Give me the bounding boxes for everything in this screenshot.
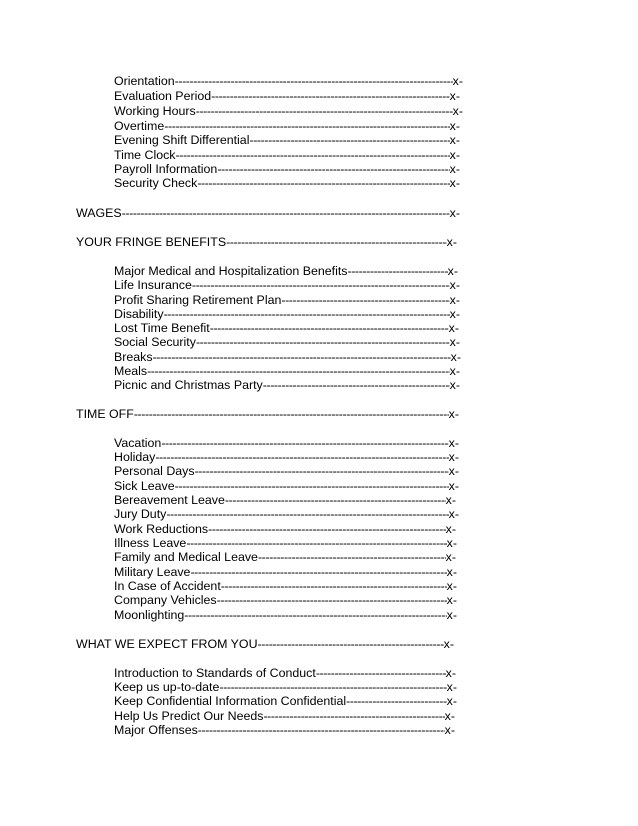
dot-leader [258, 637, 444, 652]
dot-leader [210, 321, 449, 336]
toc-entry-label: Family and Medical Leave [114, 550, 258, 564]
toc-heading-label: WAGES [76, 206, 122, 220]
dot-leader [217, 593, 447, 608]
toc-entry-label: Orientation [114, 74, 175, 88]
toc-entry-label: Keep us up-to-date [114, 680, 220, 694]
dot-leader [155, 450, 448, 465]
dot-leader [263, 378, 450, 393]
toc-page-marker: x- [449, 206, 460, 220]
dot-leader [316, 666, 446, 681]
toc-page-marker: x- [446, 536, 457, 550]
toc-page-marker: x- [443, 637, 454, 651]
toc-entry-label: Illness Leave [114, 536, 187, 550]
toc-entry-label: Jury Duty [114, 507, 167, 521]
dot-leader [147, 364, 450, 379]
toc-entry-label: Vacation [114, 436, 162, 450]
toc-entry-label: Evaluation Period [114, 89, 212, 103]
toc-entry-label: Social Security [114, 335, 196, 349]
toc-entry-label: Company Vehicles [114, 593, 217, 607]
dot-leader [192, 278, 450, 293]
dot-leader [221, 579, 447, 594]
dot-leader [225, 493, 446, 508]
toc-page-marker: x- [446, 694, 457, 708]
toc-entry-overtime [114, 119, 460, 134]
toc-page-marker: x- [444, 723, 455, 737]
toc-page-marker: x- [445, 666, 456, 680]
toc-entry-bereavement-leave [114, 493, 456, 508]
toc-entry-label: Picnic and Christmas Party [114, 378, 263, 392]
toc-page-marker: x- [445, 493, 456, 507]
dot-leader [249, 133, 449, 148]
toc-entry-label: Breaks [114, 350, 153, 364]
toc-page-marker: x- [448, 507, 459, 521]
toc-page-marker: x- [449, 335, 460, 349]
toc-entry-evaluation-period [114, 89, 460, 104]
toc-entry-life-insurance [114, 278, 460, 293]
toc-page-marker: x- [450, 350, 461, 364]
toc-entry-help-us-predict [114, 709, 455, 724]
toc-heading-what-we-expect [76, 637, 454, 652]
toc-page-marker: x- [445, 550, 456, 564]
toc-heading-fringe-benefits [76, 235, 457, 250]
toc-heading-label: YOUR FRINGE BENEFITS [76, 235, 227, 249]
toc-page-marker: x- [449, 89, 460, 103]
toc-heading-label: TIME OFF [76, 407, 134, 421]
dot-leader [263, 709, 444, 724]
toc-entry-label: Work Reductions [114, 522, 209, 536]
toc-entry-label: Bereavement Leave [114, 493, 225, 507]
toc-page-marker: x- [446, 235, 457, 249]
toc-page-marker: x- [452, 104, 463, 118]
toc-page-marker: x- [448, 464, 459, 478]
toc-heading-wages [76, 206, 460, 221]
dot-leader [208, 522, 446, 537]
toc-page-marker: x- [446, 608, 457, 622]
toc-entry-picnic-christmas [114, 378, 460, 393]
dot-leader [176, 148, 450, 163]
toc-page-marker: x- [448, 450, 459, 464]
toc-entry-label: Evening Shift Differential [114, 133, 250, 147]
toc-page-marker: x- [448, 436, 459, 450]
dot-leader [164, 119, 449, 134]
toc-entry-label: Holiday [114, 450, 156, 464]
toc-entry-time-clock [114, 148, 460, 163]
toc-page-marker: x- [446, 565, 457, 579]
toc-page-marker: x- [449, 133, 460, 147]
toc-entry-keep-us-up-to-date [114, 680, 457, 695]
dot-leader [166, 507, 448, 522]
dot-leader [198, 723, 445, 738]
toc-entry-orientation [114, 74, 463, 89]
toc-entry-payroll-information [114, 162, 460, 177]
toc-page-marker: x- [449, 307, 460, 321]
toc-page-marker: x- [449, 162, 460, 176]
dot-leader [186, 536, 446, 551]
toc-page-marker: x- [446, 579, 457, 593]
toc-entry-breaks [114, 350, 461, 365]
toc-entry-label: Keep Confidential Information Confidential [114, 694, 347, 708]
toc-heading-label: WHAT WE EXPECT FROM YOU [76, 637, 258, 651]
toc-entry-standards-of-conduct [114, 666, 456, 681]
toc-entry-label: Overtime [114, 119, 165, 133]
dot-leader [281, 293, 449, 308]
toc-entry-lost-time-benefit [114, 321, 459, 336]
toc-entry-label: Help Us Predict Our Needs [114, 709, 264, 723]
toc-page-marker: x- [449, 364, 460, 378]
toc-page-marker: x- [449, 293, 460, 307]
toc-entry-label: Moonlighting [114, 608, 185, 622]
toc-entry-label: Major Offenses [114, 723, 198, 737]
dot-leader [122, 206, 450, 221]
dot-leader [175, 479, 449, 494]
toc-entry-in-case-of-accident [114, 579, 457, 594]
toc-entry-major-offenses [114, 723, 455, 738]
toc-entry-label: Disability [114, 307, 164, 321]
toc-entry-family-medical-leave [114, 550, 456, 565]
toc-page-marker: x- [444, 709, 455, 723]
toc-entry-security-check [114, 176, 460, 191]
toc-entry-profit-sharing [114, 293, 460, 308]
toc-page-marker: x- [446, 593, 457, 607]
toc-entry-company-vehicles [114, 593, 457, 608]
dot-leader [211, 89, 450, 104]
toc-entry-label: Personal Days [114, 464, 195, 478]
toc-entry-sick-leave [114, 479, 459, 494]
toc-entry-label: In Case of Accident [114, 579, 221, 593]
toc-entry-work-reductions [114, 522, 456, 537]
toc-entry-personal-days [114, 464, 459, 479]
dot-leader [134, 407, 449, 422]
dot-leader [258, 550, 446, 565]
dot-leader [346, 694, 447, 709]
toc-entry-social-security [114, 335, 460, 350]
toc-entry-evening-shift-differential [114, 133, 460, 148]
dot-leader [190, 565, 446, 580]
toc-entry-label: Working Hours [114, 104, 196, 118]
toc-entry-label: Sick Leave [114, 479, 175, 493]
dot-leader [226, 235, 447, 250]
toc-entry-moonlighting [114, 608, 457, 623]
toc-entry-label: Introduction to Standards of Conduct [114, 666, 316, 680]
toc-entry-major-medical [114, 264, 458, 279]
toc-page-marker: x- [452, 74, 463, 88]
toc-entry-holiday [114, 450, 459, 465]
toc-page-marker: x- [448, 479, 459, 493]
toc-entry-vacation [114, 436, 459, 451]
dot-leader [196, 104, 453, 119]
toc-entry-label: Payroll Information [114, 162, 218, 176]
dot-leader [219, 680, 446, 695]
toc-entry-jury-duty [114, 507, 459, 522]
dot-leader [175, 74, 453, 89]
dot-leader [195, 464, 449, 479]
dot-leader [217, 162, 449, 177]
toc-entry-label: Life Insurance [114, 278, 192, 292]
toc-entry-label: Security Check [114, 176, 198, 190]
toc-entry-illness-leave [114, 536, 457, 551]
toc-page-marker: x- [446, 680, 457, 694]
toc-entry-disability [114, 307, 460, 322]
toc-page-marker: x- [445, 522, 456, 536]
toc-entry-label: Military Leave [114, 565, 191, 579]
toc-entry-label: Major Medical and Hospitalization Benefits [114, 264, 348, 278]
toc-entry-meals [114, 364, 460, 379]
toc-page-marker: x- [449, 176, 460, 190]
toc-entry-keep-confidential [114, 694, 457, 709]
toc-entry-label: Time Clock [114, 148, 176, 162]
dot-leader [164, 307, 450, 322]
dot-leader [196, 335, 450, 350]
toc-heading-time-off [76, 407, 459, 422]
toc-entry-label: Profit Sharing Retirement Plan [114, 293, 282, 307]
dot-leader [184, 608, 446, 623]
toc-entry-military-leave [114, 565, 457, 580]
toc-page-marker: x- [449, 148, 460, 162]
toc-entry-label: Meals [114, 364, 148, 378]
toc-page-marker: x- [449, 119, 460, 133]
toc-page-marker: x- [448, 321, 459, 335]
toc-page-marker: x- [448, 407, 459, 421]
toc-page-marker: x- [449, 278, 460, 292]
toc-entry-working-hours [114, 104, 463, 119]
dot-leader [161, 436, 448, 451]
dot-leader [197, 176, 449, 191]
toc-page-marker: x- [449, 378, 460, 392]
dot-leader [153, 350, 451, 365]
dot-leader [347, 264, 447, 279]
toc-page-marker: x- [447, 264, 458, 278]
toc-entry-label: Lost Time Benefit [114, 321, 210, 335]
